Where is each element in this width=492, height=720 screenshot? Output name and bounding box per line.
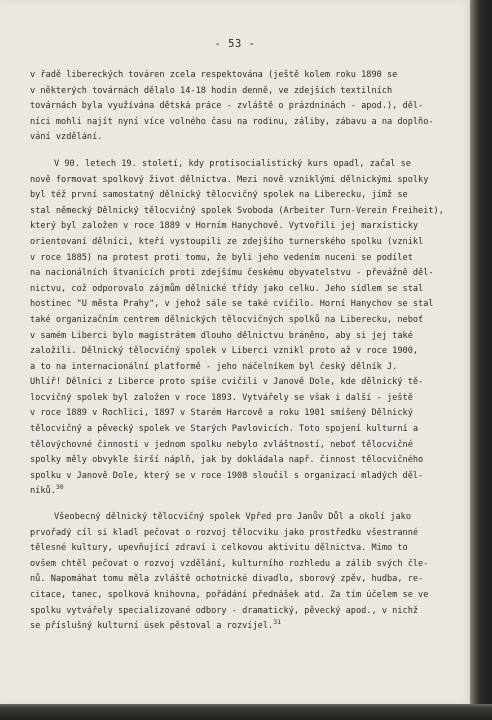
text-line: v roce 1889 v Rochlici, 1897 v Starém Harcově a roku 1901 smíšený Dělnický xyxy=(30,408,413,419)
text-line: spolku vytvářely specializované odbory - dramatický, pěvecký apod., v nichž xyxy=(30,605,419,616)
text-line: locvičný spolek byl založen v roce 1893. Vytvářely se však i další - ještě xyxy=(30,392,413,403)
text-line: citace, tanec, spolková knihovna, pořádání přednášek atd. Za tím účelem se ve xyxy=(30,590,429,600)
body-text xyxy=(30,68,450,646)
text-line: nově formovat spolkový život dělnictva. Mezi nově vzniklými dělnickými spolky xyxy=(30,174,429,185)
text-line: na nacionálních štvanicích proti zdejšímu českému obyvatelstvu - převážně děl- xyxy=(30,268,434,279)
text-line: tělocvičný a pěvecký spolek ve Starých Pavlovicích. Toto spojení kulturní a xyxy=(30,424,419,435)
text-line: a to na internacionální platformě - jeho náčelníkem byl český dělník J. xyxy=(30,361,398,372)
line-text: níků. xyxy=(30,486,56,497)
scanner-edge-bottom xyxy=(0,704,492,720)
text-line: nictvu, což odporovalo zájmům dělnické třídy jako celku. Jeho sídlem se stal xyxy=(30,283,424,294)
text-line: v samém Liberci bylo magistrátem dlouho dělnictvu bráněno, aby si jej také xyxy=(30,330,413,341)
text-line: níci mohli najít nyní více volného času na rodinu, záliby, zábavu a na doplňo- xyxy=(30,116,434,127)
text-line: který byl založen v roce 1889 v Horním Hanychově. Vytvořili jej marxisticky xyxy=(30,221,419,232)
text-line xyxy=(30,619,450,635)
text-line: nů. Napomáhat tomu měla zvláště ochotnické divadlo, sborový zpěv, hudba, re- xyxy=(30,574,424,585)
paragraph-1 xyxy=(30,68,450,146)
line-text: se příslušný kulturní úsek pěstoval a rozvíjel. xyxy=(30,621,274,632)
text-line: ovšem chtěl pečovat o rozvoj vzdělání, kulturního rozhledu a zálib svých čle- xyxy=(30,558,429,569)
footnote-marker: 30 xyxy=(55,483,64,492)
text-line: v roce 1885) na protest proti tomu, že byli jeho vedením nuceni se podílet xyxy=(30,252,413,263)
text-line: orientovaní dělníci, kteří vystoupili ze zdejšího turnerského spolku (vznikl xyxy=(30,236,424,247)
text-line: vání vzdělání. xyxy=(30,132,103,143)
text-line: V 90. letech 19. století, kdy protisocialistický kurs opadl, začal se xyxy=(54,158,411,169)
text-line: Uhlíř! Dělníci z Liberce proto spíše cvičili v Janově Dole, kde dělnický tě- xyxy=(30,377,424,388)
text-line: tělesné kultury, upevňující zdraví i celkovou aktivitu dělnictva. Mimo to xyxy=(30,543,408,554)
text-line: založili. Dělnický tělocvičný spolek v Liberci vznikl proto až v roce 1900, xyxy=(30,346,419,357)
text-line: byl též první samostatný dělnický tělocvičný spolek na Liberecku, jímž se xyxy=(30,190,408,201)
scanner-edge-right xyxy=(470,0,492,720)
text-line: továrnách byla využívána dětská práce - zvláště o prázdninách - apod.), děl- xyxy=(30,101,424,112)
footnote-marker: 31 xyxy=(273,618,282,627)
text-line: v některých továrnách dělalo 14-18 hodin denně, ve zdejších textilních xyxy=(30,85,393,96)
paragraph-2 xyxy=(30,157,450,500)
text-line: v řadě libereckých továren zcela respektována (ještě kolem roku 1890 se xyxy=(30,70,398,80)
text-line: také organizačním centrem dělnických tělocvičných spolků na Liberecku, neboť xyxy=(30,314,424,325)
paragraph-3 xyxy=(30,510,450,635)
text-line: hostinec "U města Prahy", v jehož sále se také cvičilo. Horní Hanychov se stal xyxy=(30,299,434,310)
text-line: spolku v Janově Dole, který se v roce 1908 sloučil s organizací mladých děl- xyxy=(30,470,424,481)
text-line: spolky měly obvykle širší náplň, jak by dokládala např. činnost tělocvičného xyxy=(30,455,424,466)
text-line: Všeobecný dělnický tělocvičný spolek Vpřed pro Janův Důl a okolí jako xyxy=(54,512,411,523)
text-line: stal německý Dělnický tělocvičný spolek Svoboda (Arbeiter Turn-Verein Freiheit), xyxy=(30,205,444,216)
text-line xyxy=(30,484,450,500)
text-line: tělovýchovné činnosti v jednom spolku nebylo zvláštností, neboť tělocvičné xyxy=(30,439,413,450)
text-line: prvořadý cíl si kladl pečovat o rozvoj tělocviku jako prostředku všestranné xyxy=(30,527,419,538)
page-number: - 53 - xyxy=(214,38,256,50)
